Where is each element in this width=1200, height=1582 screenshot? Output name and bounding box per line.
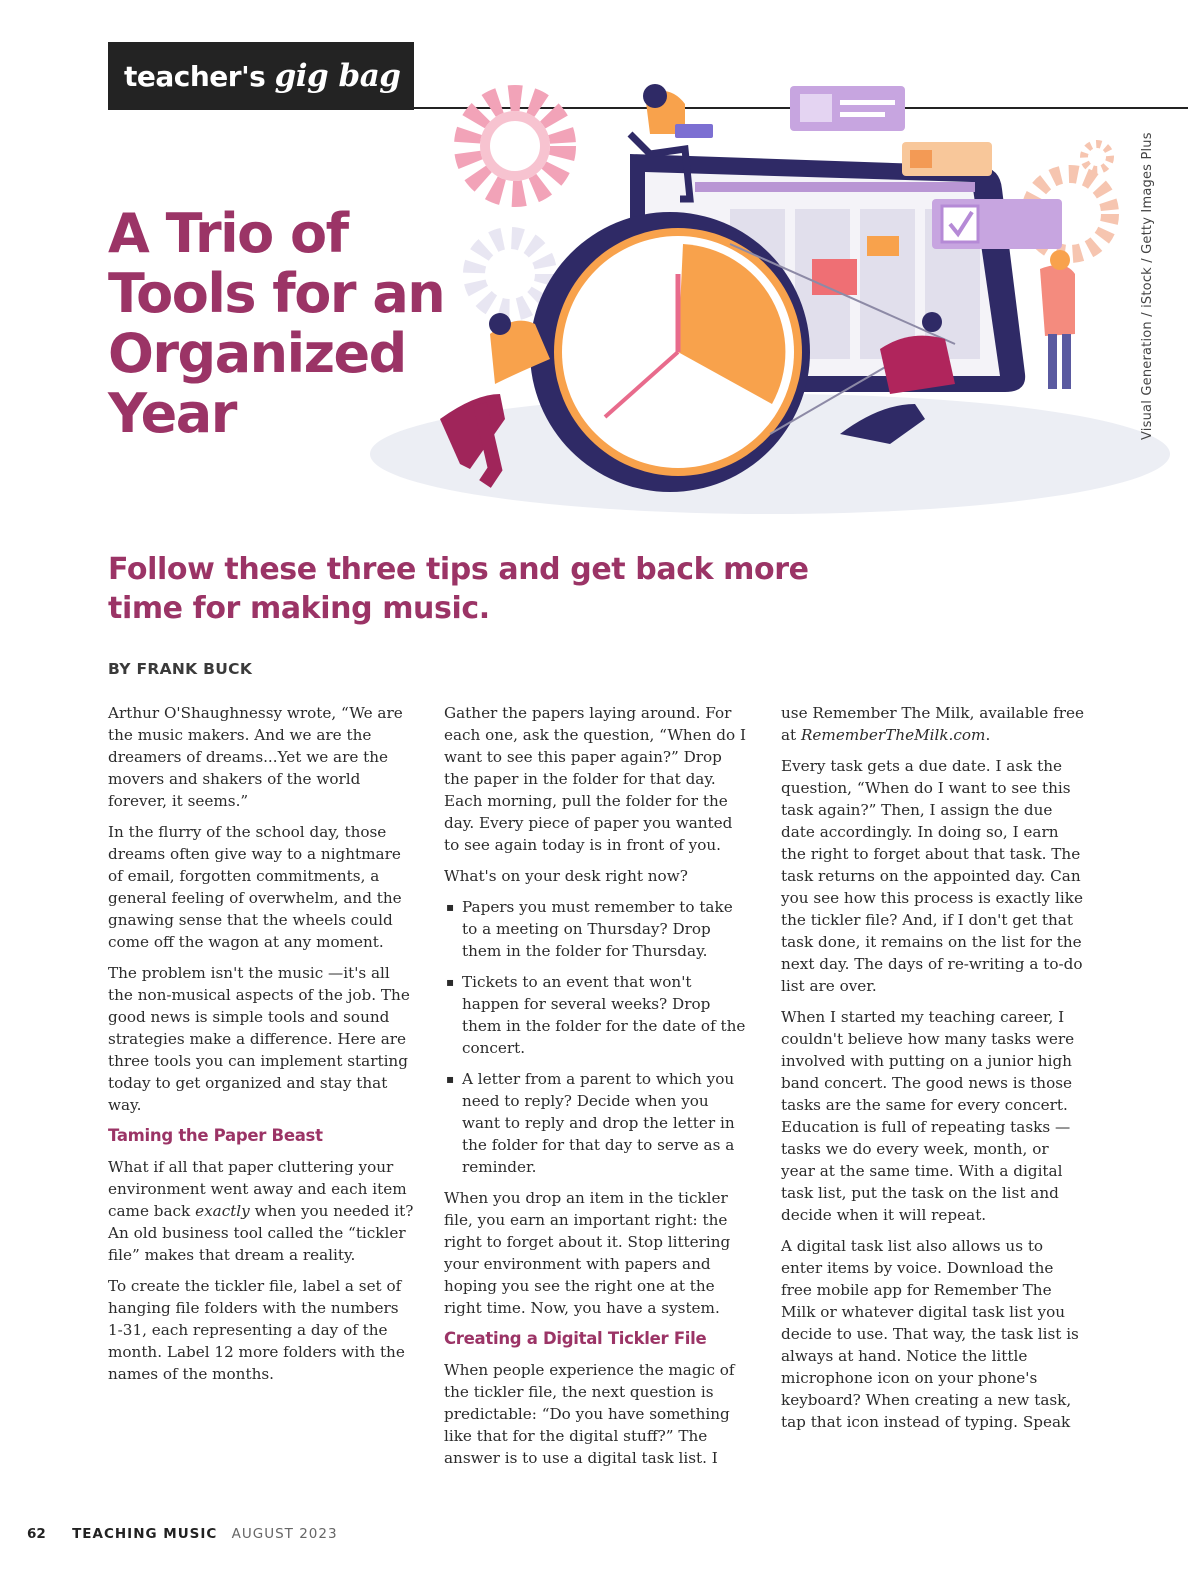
- paragraph: Gather the papers laying around. For each one, ask the question, “When do I want to see this paper again?” Drop the paper in the folder for that day. Each morning, pull the folder for the day. Every piece of paper you wanted to see again today is in front of you.: [444, 704, 747, 854]
- byline: BY FRANK BUCK: [108, 660, 253, 678]
- paragraph: What's on your desk right now?: [444, 867, 688, 885]
- list-item-text: A letter from a parent to which you need to reply? Decide when you want to reply and drop the letter in the folder for that day to serve as a reminder.: [462, 1070, 735, 1176]
- article-title: A Trio of Tools for an Organized Year: [108, 202, 445, 445]
- paragraph: The problem isn't the music —it's all the non-musical aspects of the job. The good news is simple tools and sound strategies make a difference. Here are three tools you can implement starting today to get organized and stay that way.: [108, 964, 410, 1114]
- list-item: [444, 971, 750, 1059]
- list-item-text: Tickets to an event that won't happen for several weeks? Drop them in the folder for the date of the concert.: [462, 973, 746, 1057]
- paragraph: Arthur O'Shaughnessy wrote, “We are the music makers. And we are the dreamers of dreams...Yet we are the movers and shakers of the world forever, it seems.”: [108, 704, 403, 810]
- section-heading: Creating a Digital Tickler File: [444, 1329, 707, 1348]
- emphasis-text: exactly: [195, 1202, 250, 1220]
- paragraph: To create the tickler file, label a set of hanging file folders with the numbers 1-31, each representing a day of the month. Label 12 more folders with the names of the months.: [108, 1277, 405, 1383]
- list-item: [444, 1068, 750, 1178]
- article-subtitle: Follow these three tips and get back more time for making music.: [108, 552, 809, 626]
- bullet-icon: ▪: [446, 1072, 455, 1086]
- paragraph: When you drop an item in the tickler file, you earn an important right: the right to forget about it. Stop littering your environment with papers and hoping you see the right one at the right time. Now, you have a system.: [444, 1189, 731, 1317]
- paragraph: Every task gets a due date. I ask the question, “When do I want to see this task again?” Then, I assign the due date accordingly. In doing so, I earn the right to forget about that task. The task returns on the appointed day. Can you see how this process is exactly like the tickler file? And, if I don't get that task done, it remains on the list for the next day. The days of re-writing a to-do list are over.: [781, 757, 1083, 995]
- page-number: 62: [27, 1526, 46, 1542]
- section-heading: Taming the Paper Beast: [108, 1126, 323, 1145]
- gear-icon-inner: [485, 116, 545, 176]
- section-tag-prefix: teacher's: [124, 60, 266, 93]
- paragraph: [781, 702, 1087, 746]
- paragraph: [108, 1156, 414, 1266]
- section-tag-suffix: gig bag: [274, 58, 401, 94]
- column-3: [781, 702, 1087, 1442]
- text-run: when you needed it? An old business tool called the “tickler file” makes that dream a reality.: [108, 1202, 414, 1264]
- bullet-list: [444, 896, 750, 1178]
- clock-icon: [530, 212, 810, 492]
- column-2: [444, 702, 750, 1478]
- text-run: .: [985, 726, 991, 744]
- column-1: [108, 702, 414, 1394]
- paragraph: When I started my teaching career, I couldn't believe how many tasks were involved with putting on a junior high band concert. The good news is those tasks are the same for every concert. Education is full of repeating tasks — tasks we do every week, month, or year at the same time. With a digital task list, put the task on the list and decide when it will repeat.: [781, 1008, 1075, 1224]
- list-item: [444, 896, 750, 962]
- website-link: RememberTheMilk.com: [801, 726, 986, 744]
- text-run: What if all that paper cluttering your environment went away and each item came back: [108, 1158, 407, 1220]
- image-credit: Visual Generation / iStock / Getty Images Plus: [1140, 132, 1155, 440]
- page-footer: [27, 1526, 338, 1542]
- person-board-icon: [1040, 250, 1075, 389]
- paragraph: When people experience the magic of the tickler file, the next question is predictable: “Do you have something like that for the digital stuff?” The answer is to use a digital task list. I: [444, 1361, 735, 1467]
- magazine-name: TEACHING MUSIC: [72, 1526, 218, 1542]
- paragraph: A digital task list also allows us to enter items by voice. Download the free mobile app for Remember The Milk or whatever digital task list you decide to use. That way, the task list is always at hand. Notice the little microphone icon on your phone's keyboard? When creating a new task, tap that icon instead of typing. Speak: [781, 1237, 1079, 1431]
- paragraph: In the flurry of the school day, those dreams often give way to a nightmare of email, forgotten commitments, a general feeling of overwhelm, and the gnawing sense that the wheels could come off the wagon at any moment.: [108, 823, 402, 951]
- bullet-icon: ▪: [446, 975, 455, 989]
- bullet-icon: ▪: [446, 900, 455, 914]
- gear-icon: [1084, 144, 1110, 170]
- text-run: use Remember The Milk, available free at: [781, 704, 1084, 744]
- list-item-text: Papers you must remember to take to a meeting on Thursday? Drop them in the folder for Thursday.: [462, 898, 733, 960]
- issue-date: AUGUST 2023: [231, 1526, 338, 1542]
- gear-icon: [474, 238, 546, 310]
